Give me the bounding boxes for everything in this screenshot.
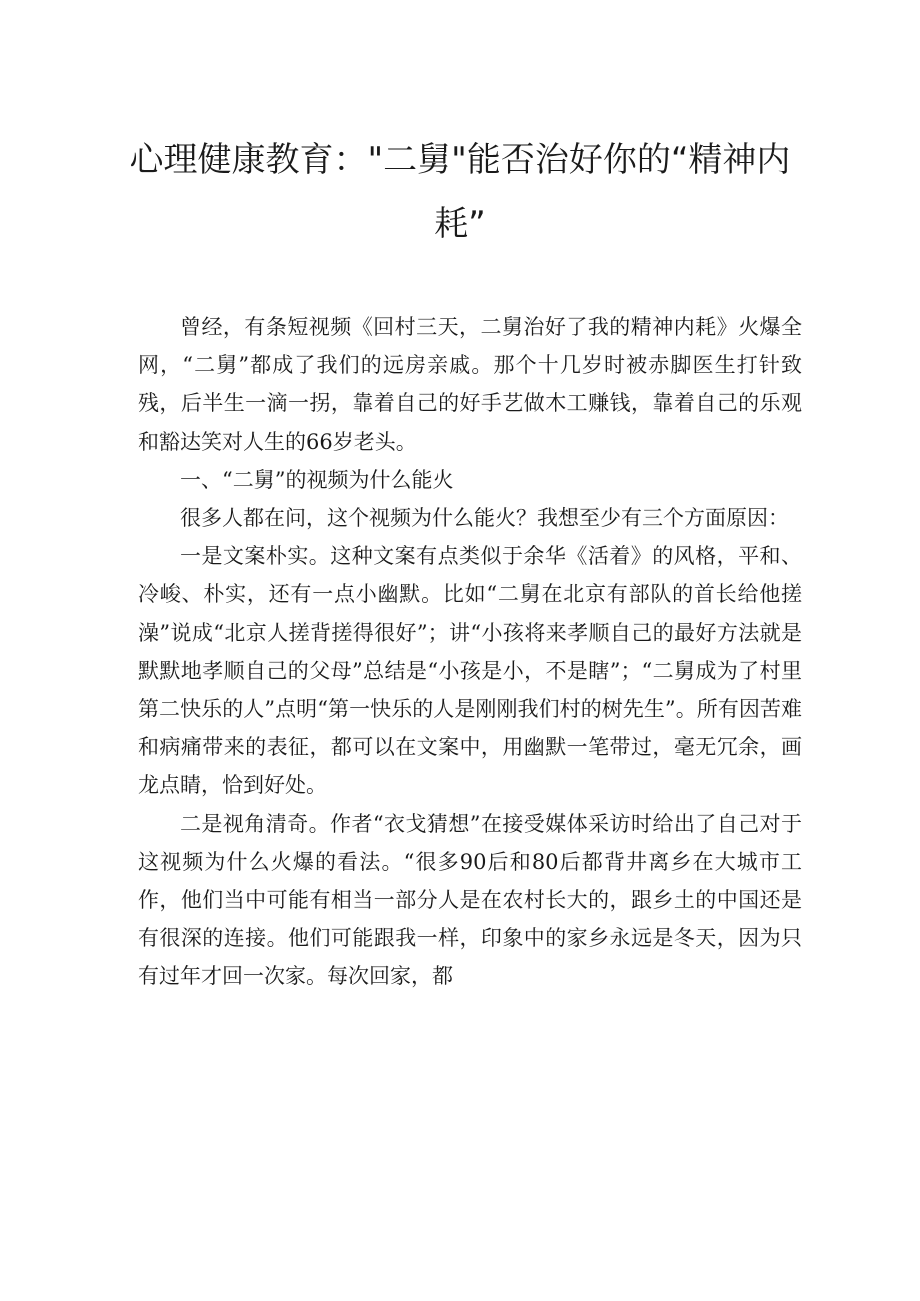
paragraph-intro: 曾经，有条短视频《回村三天，二舅治好了我的精神内耗》火爆全网，“二舅”都成了我们的远房亲戚。那个十几岁时被赤脚医生打针致残，后半生一滴一拐，靠着自己的好手艺做木工赚钱，靠着自己的乐观和豁达笑对人生的66岁老头。 bbox=[138, 315, 802, 454]
paragraph-reason-2: 二是视角清奇。作者“衣戈猜想”在接受媒体采访时给出了自己对于这视频为什么火爆的看法。“很多90后和80后都背井离乡在大城市工作，他们当中可能有相当一部分人是在农村长大的，跟乡土的中国还是有很深的连接。他们可能跟我一样，印象中的家乡永远是冬天，因为只有过年才回一次家。每次回家，都 bbox=[138, 811, 802, 989]
document-title: 心理健康教育："二舅"能否治好你的“精神内耗” bbox=[129, 140, 791, 244]
paragraph-question: 很多人都在问，这个视频为什么能火？我想至少有三个方面原因： bbox=[180, 506, 789, 531]
paragraph-reason-1: 一是文案朴实。这种文案有点类似于余华《活着》的风格，平和、冷峻、朴实，还有一点小幽默。比如“二舅在北京有部队的首长给他搓澡”说成“北京人搓背搓得很好”；讲“小孩将来孝顺自己的最好方法就是默默地孝顺自己的父母”总结是“小孩是小，不是瞎”；“二舅成为了村里第二快乐的人”点明“第一快乐的人是刚刚我们村的树先生”。所有因苦难和病痛带来的表征，都可以在文案中，用幽默一笔带过，毫无冗余，画龙点睛，恰到好处。 bbox=[138, 544, 802, 798]
section-heading-1: 一、“二舅”的视频为什么能火 bbox=[180, 467, 454, 492]
document-body bbox=[138, 308, 802, 996]
